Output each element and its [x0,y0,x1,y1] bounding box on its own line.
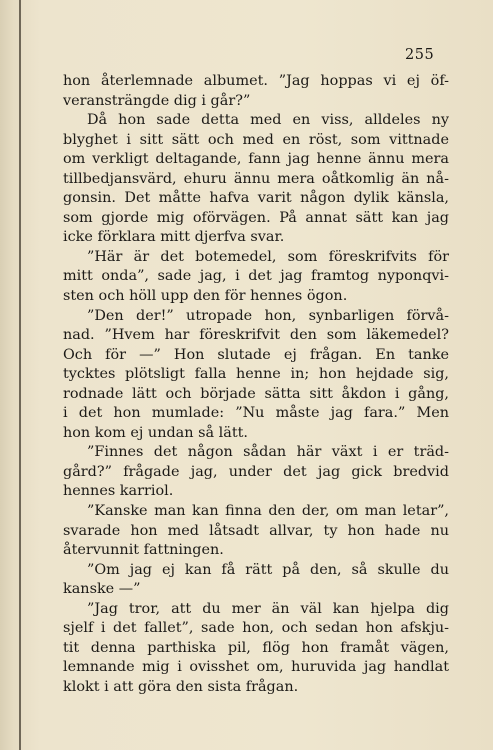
text-line: tit denna parthiska pil, flög hon framåt vägen, [63,639,449,656]
text-line: ”Jag tror, att du mer än väl kan hjelpa dig [87,600,449,617]
text-line: icke förklara mitt djerfva svar. [63,229,285,246]
text-line: lemnande mig i ovisshet om, huruvida jag handlat [63,659,449,676]
text-line: Och för —” Hon slutade ej frågan. En tanke [63,346,449,363]
text-line: hon kom ej undan så lätt. [63,424,248,441]
text-line: tycktes plötsligt falla henne in; hon hejdade sig, [63,366,449,383]
text-line: kanske —” [63,581,141,598]
text-line: Då hon sade detta med en viss, alldeles ny [87,112,449,129]
text-line: återvunnit fattningen. [63,542,224,559]
text-line: gård?” frågade jag, under det jag gick bredvid [63,463,449,480]
text-line: sjelf i det fallet”, sade hon, och sedan hon afskju- [63,620,449,637]
text-line: hennes karriol. [63,483,174,500]
text-line: i det hon mumlade: ”Nu måste jag fara.” Men [63,405,449,422]
text-line: mitt onda”, sade jag, i det jag framtog nyponqvi- [63,268,449,285]
text-line: klokt i att göra den sista frågan. [63,678,299,695]
text-line: tillbedjansvärd, ehuru ännu mera oåtkomlig än nå- [63,170,449,187]
body-text [63,72,449,698]
text-line: ”Här är det botemedel, som föreskrifvits för [87,248,449,265]
text-line: ”Den der!” utropade hon, synbarligen förvå- [87,307,449,324]
page-gutter-line [19,0,21,750]
text-line: hon återlemnade albumet. ”Jag hoppas vi ej öf- [63,73,449,89]
text-line: om verkligt deltagande, fann jag henne ännu mera [63,151,449,168]
text-line: ”Kanske man kan finna den der, om man letar”, [87,503,449,520]
text-line: svarade hon med låtsadt allvar, ty hon hade nu [63,522,449,539]
text-line: ”Finnes det någon sådan här växt i er träd- [87,444,449,461]
text-line: blyghet i sitt sätt och med en röst, som vittnade [63,131,449,148]
text-line: sten och höll upp den för hennes ögon. [63,288,348,305]
text-line: veransträngde dig i går?” [63,92,251,109]
text-line: gonsin. Det måtte hafva varit någon dylik känsla, [63,190,449,207]
text-line: som gjorde mig oförvägen. På annat sätt kan jag [63,209,449,226]
text-line: rodnade lätt och började sätta sitt åkdon i gång, [63,385,449,402]
text-line: nad. ”Hvem har föreskrifvit den som läkemedel? [63,327,449,344]
page-number: 255 [405,47,435,63]
text-line: ”Om jag ej kan få rätt på den, så skulle du [87,561,449,578]
